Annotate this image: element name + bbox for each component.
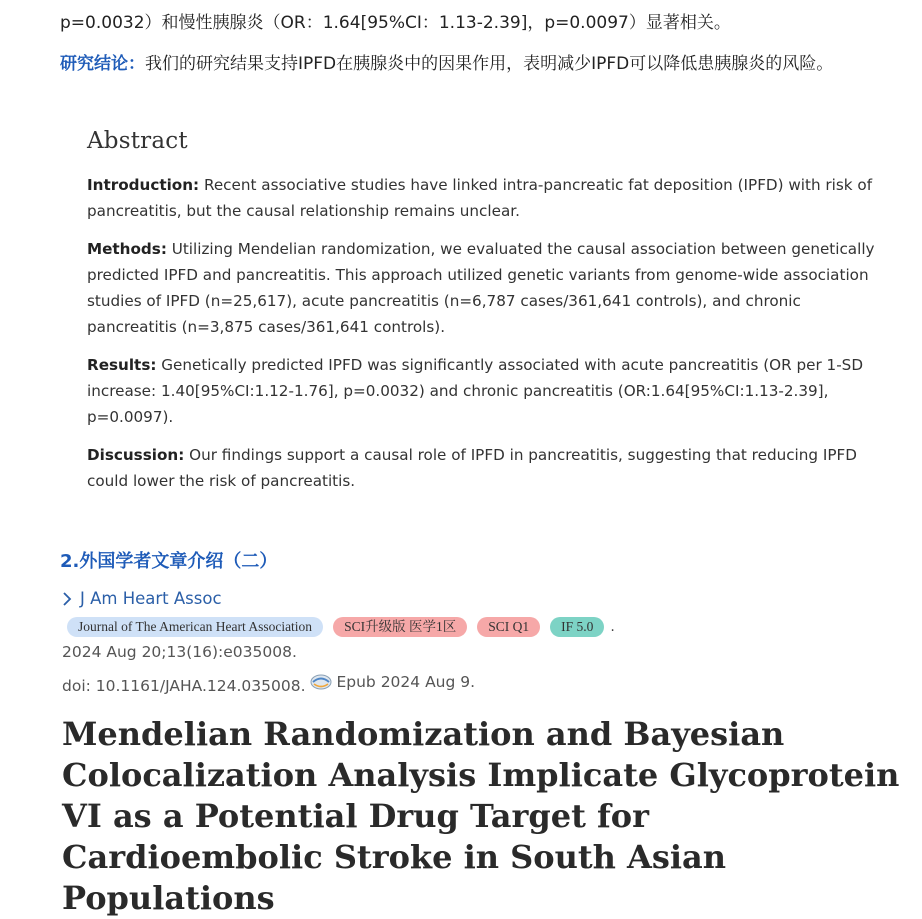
- doi-text[interactable]: doi: 10.1161/JAHA.124.035008.: [62, 677, 306, 695]
- abstract-introduction: [87, 172, 887, 224]
- abstract-discussion: [87, 442, 887, 494]
- chevron-right-icon: [62, 592, 72, 606]
- epub-info: [310, 673, 475, 691]
- conclusion-text: 我们的研究结果支持IPFD在胰腺炎中的因果作用，表明减少IPFD可以降低患胰腺炎的风险。: [145, 54, 834, 74]
- abstract-methods: [87, 236, 887, 340]
- doi-line: [62, 673, 475, 695]
- impact-factor-badge: IF 5.0: [550, 617, 604, 637]
- discussion-text: Our findings support a causal role of IPFD in pancreatitis, suggesting that reducing IPFD could lower the risk of pancreatitis.: [87, 446, 857, 490]
- abstract-block: [87, 128, 887, 506]
- introduction-label: Introduction:: [87, 176, 200, 194]
- methods-text: Utilizing Mendelian randomization, we evaluated the causal association between genetically predicted IPFD and pancreatitis. This approach utilized genetic variants from genome-wide association studies of IPFD (n=25,617), acute pancreatitis (n=6,787 cases/361,641 controls), and chronic pancreatitis (n=3,875 cases/361,641 controls).: [87, 240, 875, 336]
- conclusion-label: 研究结论：: [60, 54, 145, 74]
- journal-link-label: J Am Heart Assoc: [80, 589, 222, 608]
- article-title[interactable]: Mendelian Randomization and Bayesian Colocalization Analysis Implicate Glycoprotein VI as a Potential Drug Target for Cardioembolic Stroke in South Asian Populations: [62, 715, 900, 917]
- abstract-results: [87, 352, 887, 430]
- sci-quartile-badge: SCI Q1: [477, 617, 540, 637]
- sci-upgrade-badge: SCI升级版 医学1区: [333, 617, 467, 637]
- methods-label: Methods:: [87, 240, 167, 258]
- citation-line: 2024 Aug 20;13(16):e035008.: [62, 643, 297, 661]
- abstract-heading: Abstract: [87, 128, 188, 154]
- badge-trailing-period: .: [610, 619, 615, 635]
- epub-date: Epub 2024 Aug 9.: [336, 673, 476, 691]
- journal-badges: [67, 617, 615, 637]
- discussion-label: Discussion:: [87, 446, 185, 464]
- results-text: Genetically predicted IPFD was significantly associated with acute pancreatitis (OR per 1-SD increase: 1.40[95%CI:1.12-1.76], p=0.0032) and chronic pancreatitis (OR:1.64[95%CI:1.13-2.39], p=0.0097).: [87, 356, 864, 426]
- results-tail-text: p=0.0032）和慢性胰腺炎（OR：1.64[95%CI：1.13-2.39]，p=0.0097）显著相关。: [60, 13, 731, 33]
- free-pmc-article-icon: [310, 673, 332, 691]
- conclusion-paragraph: [60, 47, 900, 82]
- section-heading: 2.外国学者文章介绍（二）: [60, 551, 278, 572]
- journal-name-badge: Journal of The American Heart Association: [67, 617, 323, 637]
- introduction-text: Recent associative studies have linked intra-pancreatic fat deposition (IPFD) with risk of pancreatitis, but the causal relationship remains unclear.: [87, 176, 873, 220]
- results-label: Results:: [87, 356, 157, 374]
- journal-link[interactable]: [62, 589, 222, 608]
